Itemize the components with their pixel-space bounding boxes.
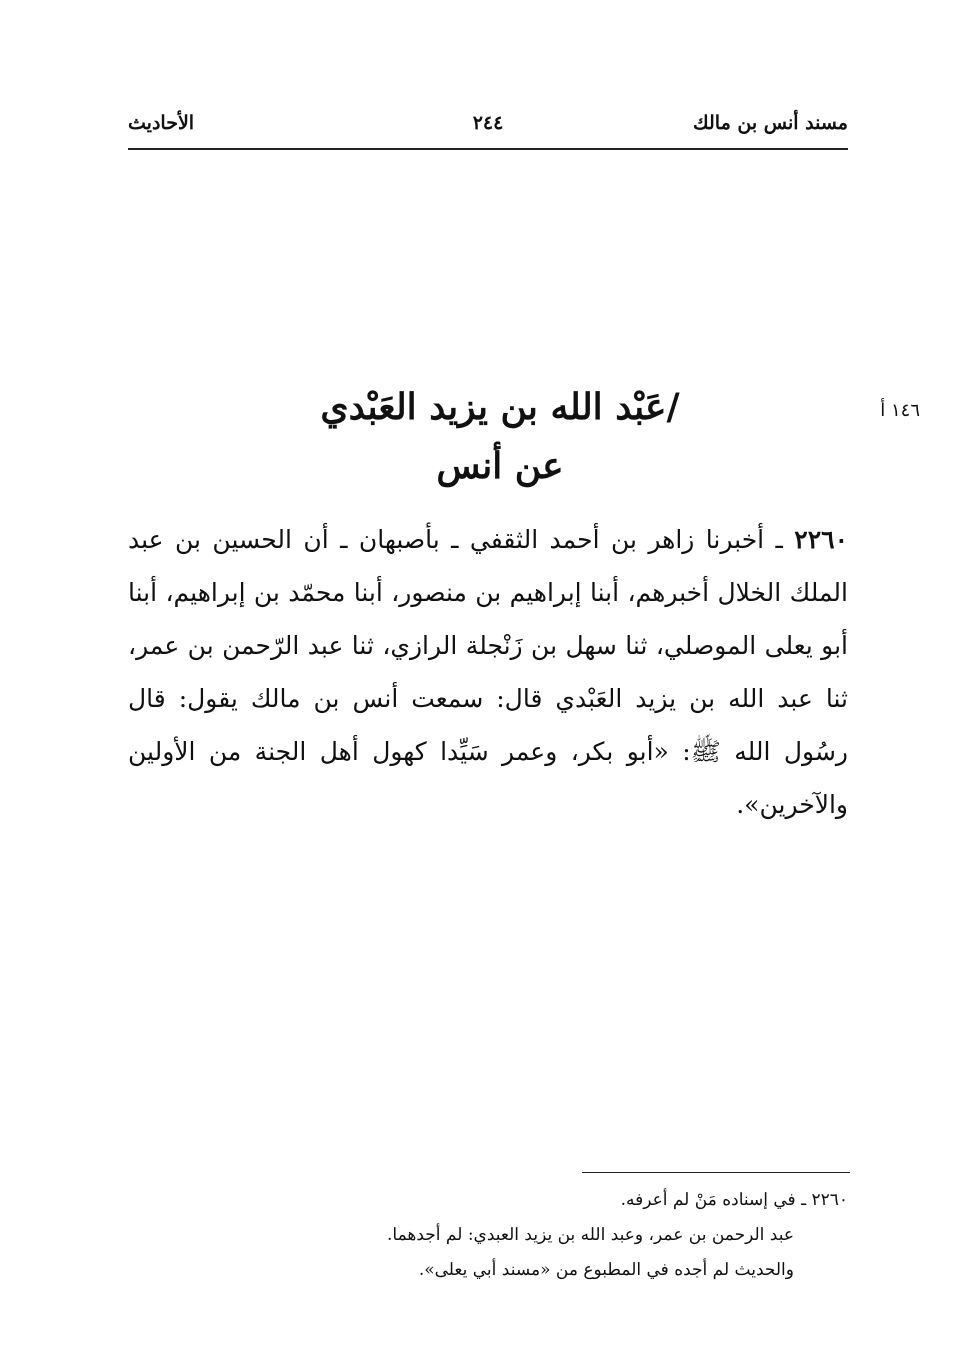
chapter-subheading: عن أنس xyxy=(436,445,564,487)
footnote-divider xyxy=(582,1172,850,1173)
header-divider xyxy=(128,148,848,150)
footnote-line: عبد الرحمن بن عمر، وعبد الله بن يزيد العبدي: لم أجدهما. xyxy=(386,1225,794,1245)
section-title: الأحاديث xyxy=(128,112,195,134)
footnote-line: ٢٢٦٠ ـ في إسناده مَنْ لم أعرفه. xyxy=(620,1190,848,1210)
manuscript-folio-ref: ١٤٦ أ xyxy=(880,400,920,421)
chapter-heading: /عَبْد الله بن يزيد العَبْدي xyxy=(320,386,680,428)
hadith-paragraph xyxy=(128,513,848,831)
footnotes xyxy=(260,1183,848,1288)
hadith-number: ٢٢٦٠ xyxy=(794,525,848,554)
page-number: ٢٤٤ xyxy=(472,112,504,134)
book-title: مسند أنس بن مالك xyxy=(693,112,848,134)
hadith-text: ـ أخبرنا زاهر بن أحمد الثقفي ـ بأصبهان ـ أن الحسين بن عبد الملك الخلال أخبرهم، أبنا إبراهيم بن منصور، أبنا محمّد بن إبراهيم، أبنا أبو يعلى الموصلي، ثنا سهل بن زَنْجلة الرازي، ثنا عبد الرّحمن بن عمر، ثنا عبد الله بن يزيد العَبْدي قال: سمعت أنس بن مالك يقول: قال رسُول الله ﷺ: «أبو بكر، وعمر سَيِّدا كهول أهل الجنة من الأولين والآخرين». xyxy=(128,525,848,819)
running-header xyxy=(128,112,848,146)
footnote-line: والحديث لم أجده في المطبوع من «مسند أبي يعلى». xyxy=(418,1260,794,1280)
